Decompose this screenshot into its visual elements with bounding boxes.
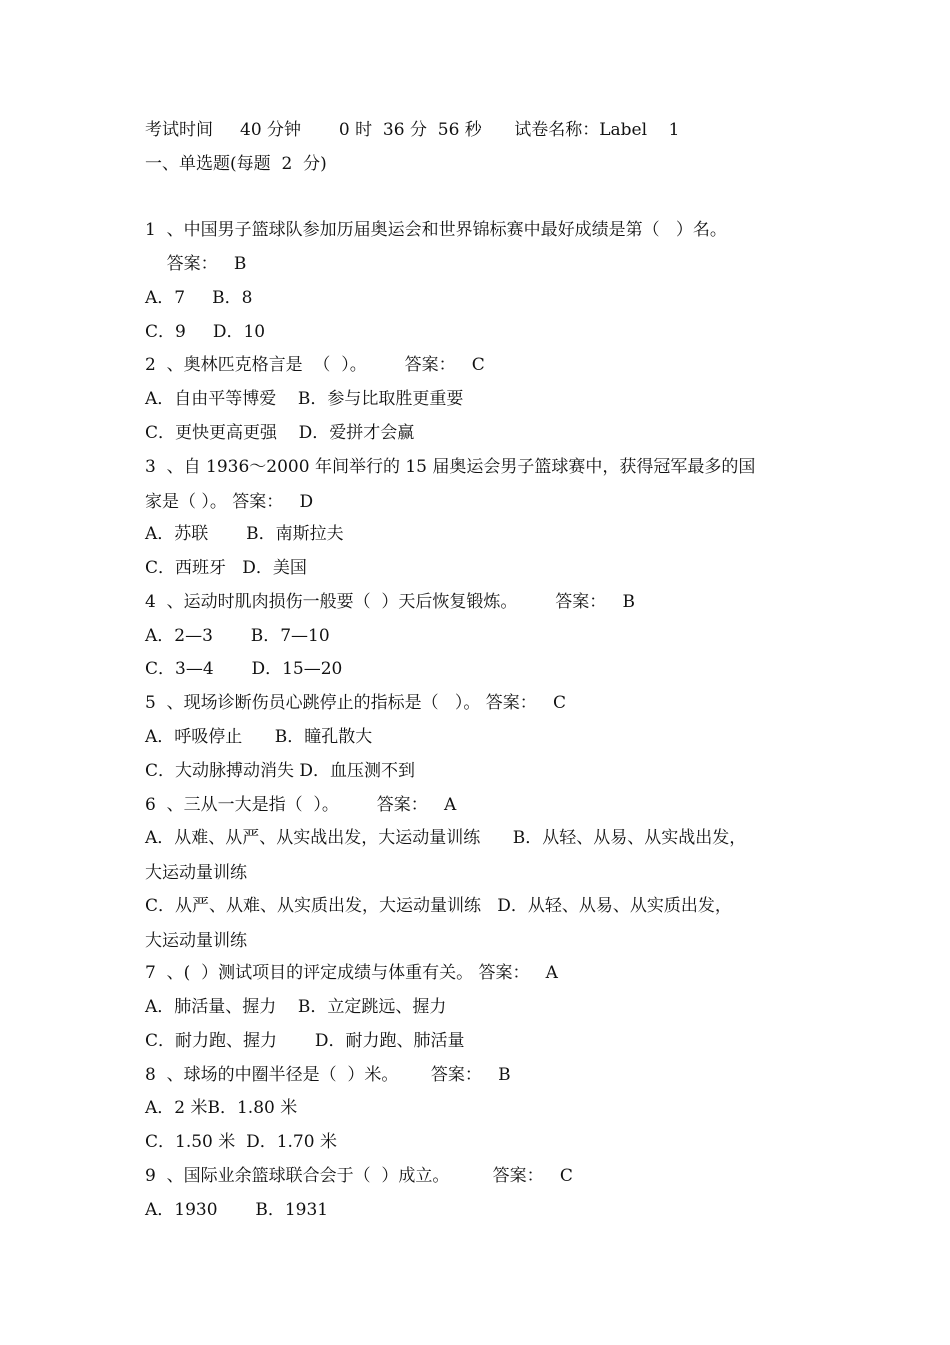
- question-8-options-ab: A．2 米B．1.80 米: [145, 1098, 298, 1118]
- question-6-options-ab: A．从难、从严、从实战出发，大运动量训练 B．从轻、从易、从实战出发，: [145, 828, 747, 848]
- question-1-text: 1 、中国男子篮球队参加历届奥运会和世界锦标赛中最好成绩是第（ ）名。: [145, 220, 727, 240]
- exam-info-line: 考试时间 40 分钟 0 时 36 分 56 秒 试卷名称：Label 1: [145, 120, 680, 140]
- question-4-options-ab: A．2—3 B．7—10: [145, 626, 330, 646]
- question-2-text: 2 、奥林匹克格言是 （ ）。 答案： C: [145, 355, 485, 375]
- question-8-text: 8 、球场的中圈半径是（ ）米。 答案： B: [145, 1065, 511, 1085]
- question-5-text: 5 、现场诊断伤员心跳停止的指标是（ ）。 答案： C: [145, 693, 566, 713]
- question-6-options-ab-cont: 大运动量训练: [145, 863, 247, 883]
- question-7-options-ab: A．肺活量、握力 B．立定跳远、握力: [145, 997, 447, 1017]
- question-9-text: 9 、国际业余篮球联合会于（ ）成立。 答案： C: [145, 1166, 573, 1186]
- question-9-options-ab: A．1930 B．1931: [145, 1200, 329, 1220]
- question-7-text: 7 、( ）测试项目的评定成绩与体重有关。 答案： A: [145, 963, 558, 983]
- question-3-text-cont: 家是（ ）。 答案： D: [145, 492, 314, 512]
- question-4-options-cd: C．3—4 D．15—20: [145, 659, 343, 679]
- section-title: 一、单选题(每题 2 分): [145, 154, 327, 174]
- question-3-options-cd: C．西班牙 D．美国: [145, 558, 307, 578]
- question-4-text: 4 、运动时肌肉损伤一般要（ ）天后恢复锻炼。 答案： B: [145, 592, 635, 612]
- question-1-answer: 答案： B: [145, 254, 247, 274]
- question-8-options-cd: C．1.50 米 D．1.70 米: [145, 1132, 337, 1152]
- question-1-options-cd: C．9 D．10: [145, 322, 266, 342]
- question-5-options-ab: A．呼吸停止 B．瞳孔散大: [145, 727, 373, 747]
- question-6-text: 6 、三从一大是指（ ）。 答案： A: [145, 795, 457, 815]
- question-6-options-cd-cont: 大运动量训练: [145, 931, 247, 951]
- question-2-options-ab: A．自由平等博爱 B．参与比取胜更重要: [145, 389, 464, 409]
- question-3-text: 3 、自 1936～2000 年间举行的 15 届奥运会男子篮球赛中，获得冠军最多的国: [145, 457, 756, 477]
- question-6-options-cd: C．从严、从难、从实质出发，大运动量训练 D．从轻、从易、从实质出发，: [145, 896, 732, 916]
- question-5-options-cd: C．大动脉搏动消失 D．血压测不到: [145, 761, 416, 781]
- question-2-options-cd: C．更快更高更强 D．爱拼才会赢: [145, 423, 415, 443]
- question-7-options-cd: C．耐力跑、握力 D．耐力跑、肺活量: [145, 1031, 465, 1051]
- question-3-options-ab: A．苏联 B．南斯拉夫: [145, 524, 344, 544]
- question-1-options-ab: A．7 B．8: [145, 288, 253, 308]
